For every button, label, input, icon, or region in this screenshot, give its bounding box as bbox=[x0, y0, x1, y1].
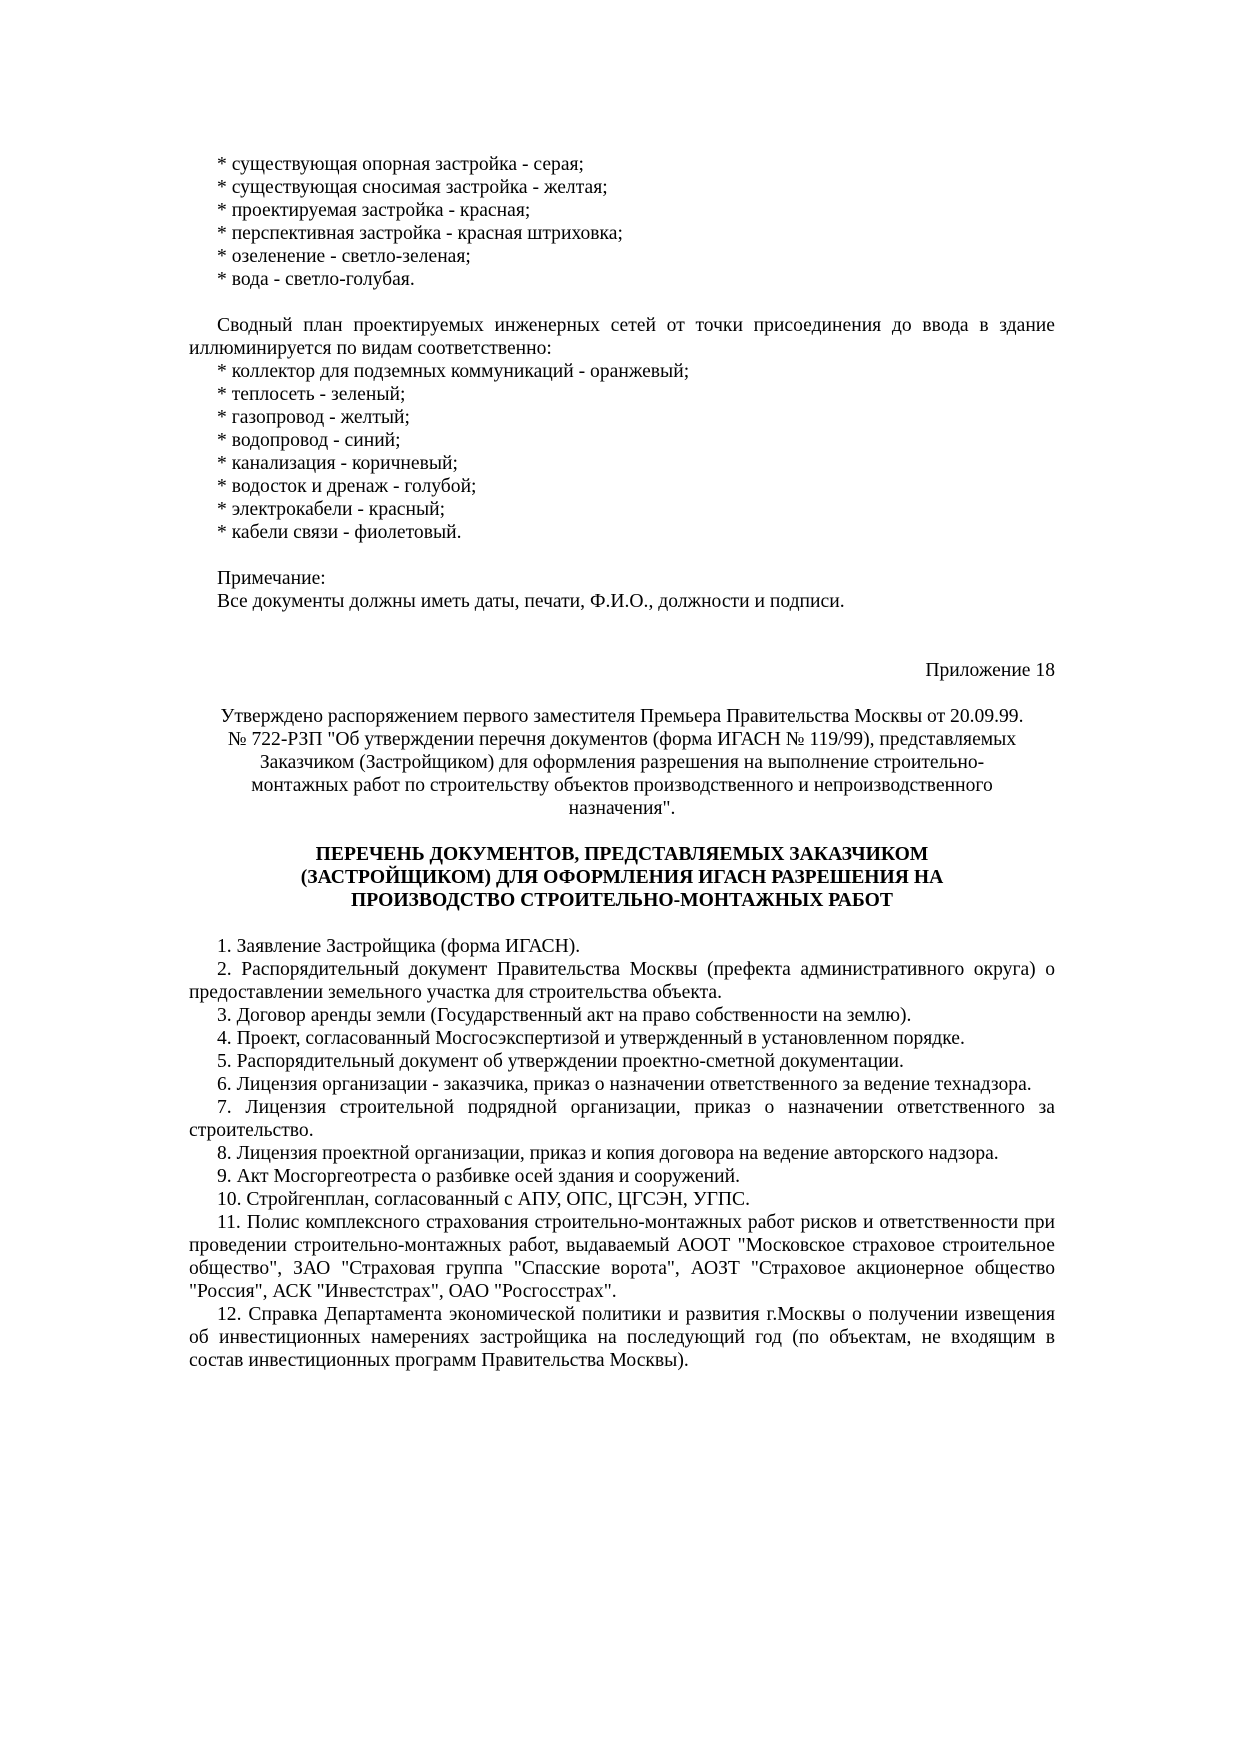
list-item: 12. Справка Департамента экономической политики и развития г.Москвы о получении извещения об инвестиционных намерениях застройщика на последующий год (по объектам, не входящим в состав инвестиционных программ Правительства Москвы). bbox=[189, 1304, 1055, 1371]
list-item: 10. Стройгенплан, согласованный с АПУ, ОПС, ЦГСЭН, УГПС. bbox=[217, 1189, 751, 1210]
list-item: 5. Распорядительный документ об утверждении проектно-сметной документации. bbox=[217, 1051, 904, 1072]
list-item: * существующая сносимая застройка - желтая; bbox=[217, 177, 608, 198]
list-item: 9. Акт Мосгоргеотреста о разбивке осей здания и сооружений. bbox=[217, 1166, 740, 1187]
colors-list bbox=[189, 153, 1055, 291]
document-title: ПЕРЕЧЕНЬ ДОКУМЕНТОВ, ПРЕДСТАВЛЯЕМЫХ ЗАКАЗЧИКОМ (ЗАСТРОЙЩИКОМ) ДЛЯ ОФОРМЛЕНИЯ ИГАСН РАЗРЕШЕНИЯ НА ПРОИЗВОДСТВО СТРОИТЕЛЬНО-МОНТАЖНЫХ РАБОТ bbox=[300, 844, 944, 911]
list-item: 8. Лицензия проектной организации, приказ и копия договора на ведение авторского надзора. bbox=[217, 1143, 999, 1164]
list-item: * электрокабели - красный; bbox=[217, 499, 446, 520]
list-item: * газопровод - желтый; bbox=[217, 407, 410, 428]
approval-text: Утверждено распоряжением первого заместителя Премьера Правительства Москвы от 20.09.99. № 722-РЗП "Об утверждении перечня документов (форма ИГАСН № 119/99), представляемых Заказчиком (Застройщиком) для оформления разрешения на выполнение строительно-монтажных работ по строительству объектов производственного и непроизводственного назначения". bbox=[220, 706, 1024, 819]
list-item: * проектируемая застройка - красная; bbox=[217, 200, 531, 221]
list-item: * водопровод - синий; bbox=[217, 430, 401, 451]
list-item: 6. Лицензия организации - заказчика, приказ о назначении ответственного за ведение технадзора. bbox=[217, 1074, 1032, 1095]
list-item: 7. Лицензия строительной подрядной организации, приказ о назначении ответственного за строительство. bbox=[189, 1097, 1055, 1141]
list-item: * водосток и дренаж - голубой; bbox=[217, 476, 477, 497]
list-item: * теплосеть - зеленый; bbox=[217, 384, 406, 405]
list-item: * вода - светло-голубая. bbox=[217, 269, 415, 290]
note-label: Примечание: bbox=[217, 568, 326, 589]
note-text: Все документы должны иметь даты, печати, Ф.И.О., должности и подписи. bbox=[217, 591, 845, 612]
list-item: * коллектор для подземных коммуникаций - оранжевый; bbox=[217, 361, 690, 382]
appendix-label: Приложение 18 bbox=[925, 660, 1055, 681]
list-item: * канализация - коричневый; bbox=[217, 453, 458, 474]
networks-intro: Сводный план проектируемых инженерных сетей от точки присоединения до ввода в здание иллюминируется по видам соответственно: bbox=[189, 315, 1055, 359]
documents-list bbox=[189, 935, 1055, 1372]
list-item: * кабели связи - фиолетовый. bbox=[217, 522, 462, 543]
list-item: 3. Договор аренды земли (Государственный акт на право собственности на землю). bbox=[217, 1005, 912, 1026]
document-page bbox=[189, 153, 1055, 1372]
list-item: * перспективная застройка - красная штриховка; bbox=[217, 223, 623, 244]
list-item: 4. Проект, согласованный Мосгосэкспертизой и утвержденный в установленном порядке. bbox=[217, 1028, 965, 1049]
list-item: 2. Распорядительный документ Правительства Москвы (префекта административного округа) о предоставлении земельного участка для строительства объекта. bbox=[189, 959, 1055, 1003]
networks-list bbox=[189, 360, 1055, 544]
list-item: 1. Заявление Застройщика (форма ИГАСН). bbox=[217, 936, 581, 957]
list-item: 11. Полис комплексного страхования строительно-монтажных работ рисков и ответственности при проведении строительно-монтажных работ, выдаваемый АООТ "Московское страховое строительное общество", ЗАО "Страховая группа "Спасские ворота", АОЗТ "Страховое акционерное общество "Россия", АСК "Инвестстрах", ОАО "Росгосстрах". bbox=[189, 1212, 1055, 1302]
list-item: * существующая опорная застройка - серая; bbox=[217, 154, 584, 175]
list-item: * озеленение - светло-зеленая; bbox=[217, 246, 471, 267]
